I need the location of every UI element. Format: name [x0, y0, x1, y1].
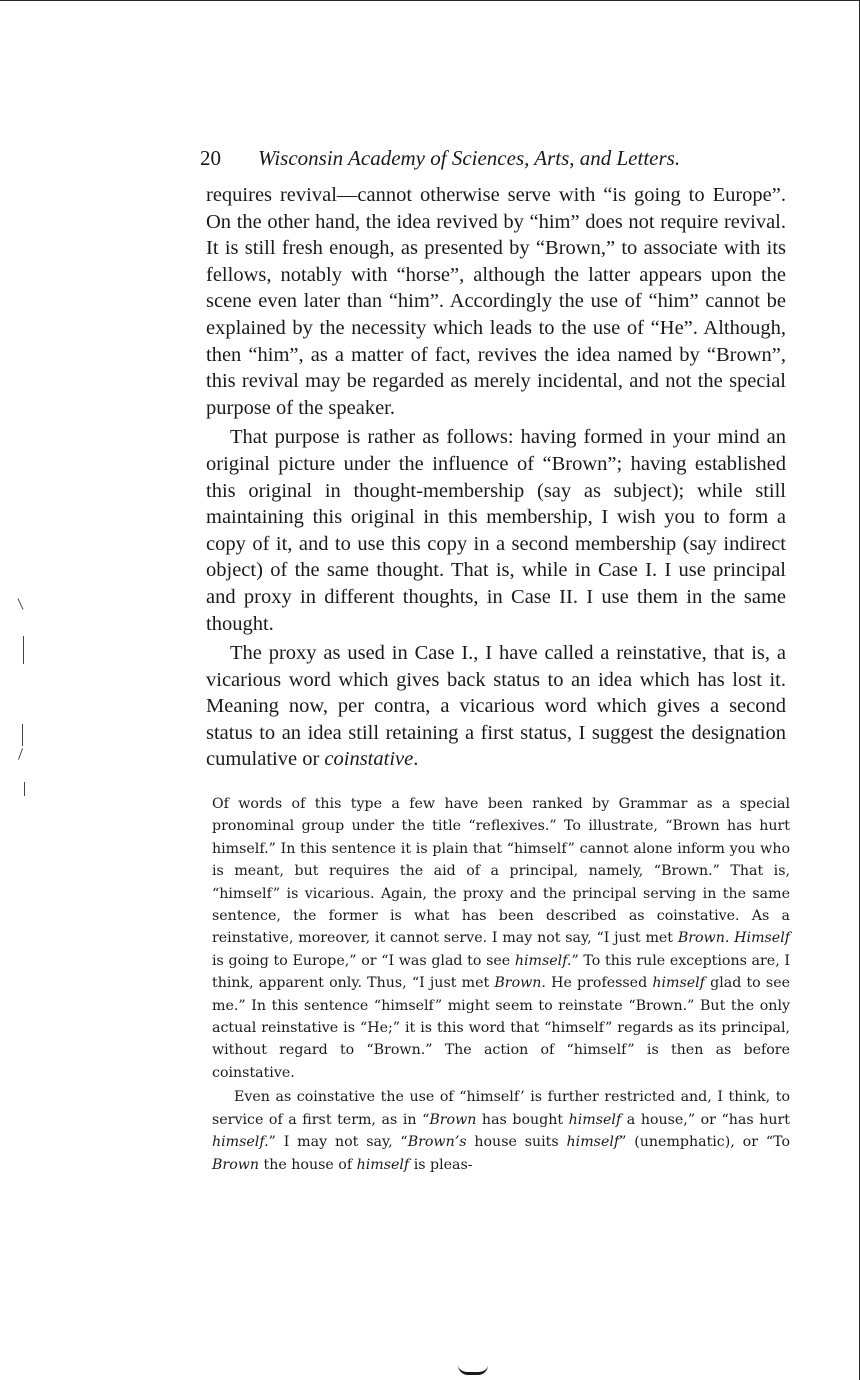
italic-term: himself [652, 975, 705, 992]
italic-term: Brown’s [407, 1134, 467, 1151]
text-run: . [413, 748, 419, 771]
italic-term: Brown [212, 1156, 260, 1173]
text-run: Even as coinstative the use of “himself’ is further restricted and, I think, to service of a first term, as in “ [212, 1089, 790, 1128]
text-run: ” (unemphatic), or “To [619, 1134, 790, 1151]
body-paragraph [206, 640, 786, 773]
margin-mark [18, 598, 24, 609]
note-paragraph [212, 793, 790, 1084]
margin-mark [22, 724, 23, 746]
page-border-top [0, 0, 860, 1]
text-run: He professed [545, 975, 653, 992]
italic-term: Brown. Himself [677, 930, 790, 947]
body-paragraph: requires revival—cannot otherwise serve with “is going to Europe”. On the other hand, the idea revived by “him” does not require revival. It is still fresh enough, as presented by “Brown,” to associate with its fellows, notably with “horse”, although the latter appears upon the scene even later than “him”. Accordingly the use of “him” cannot be explained by the necessity which leads to the use of “He”. Although, then “him”, as a matter of fact, revives the idea named by “Brown”, this revival may be regarded as merely incidental, and not the special purpose of the speaker. [206, 184, 786, 419]
running-title: Wisconsin Academy of Sciences, Arts, and Letters. [258, 146, 681, 170]
italic-term: himself [566, 1134, 620, 1151]
italic-term: coinstative [324, 748, 414, 771]
text-run: the house of [259, 1156, 357, 1173]
main-text [206, 182, 786, 773]
text-run: Of words of this type a few have been ranked by Grammar as a special pronominal group under the title “reflexives.” To illustrate, “Brown has hurt himself.” In this sentence it is plain that “himself” cannot alone inform you who is meant, but requires the aid of a principal, namely, “Brown.” That is, “himself” is vicarious. Again, the proxy and the principal serving in the same sentence, the former is what has been described as coinstative. As a reinstative, moreover, it cannot serve. I may not say, “I just met [212, 796, 790, 947]
page-number: 20 [200, 146, 221, 170]
text-run: ” I may not say, “ [268, 1134, 408, 1151]
body-paragraph: That purpose is rather as follows: having formed in your mind an original picture under the influence of “Brown”; having established this original in thought-membership (say as subject); while still maintaining this original in this membership, I wish you to form a copy of it, and to use this copy in a second membership (say indirect object) of the same thought. That is, while in Case I. I use principal and proxy in different thoughts, in Case II. I use them in the same thought. [206, 426, 786, 635]
text-run: is pleas- [409, 1156, 473, 1173]
note-paragraph [212, 1086, 790, 1176]
text-run: has bought [476, 1111, 569, 1128]
text-run: The proxy as used in Case I., I have called a reinstative, that is, a vicarious word which gives back status to an idea which has lost it. Meaning now, per contra, a vicarious word which gives a second status to an idea still retaining a first status, I suggest the designation cumulative or [206, 642, 786, 771]
page-bottom-mark [458, 1364, 488, 1375]
italic-term: Brown. [494, 975, 546, 992]
margin-mark [23, 636, 24, 664]
text-run: is going to Europe,” or “I was glad to see [212, 952, 515, 969]
text-run: house suits [466, 1134, 567, 1151]
italic-term: Brown [429, 1111, 477, 1128]
margin-mark [18, 748, 23, 760]
italic-term: himself. [514, 952, 572, 969]
italic-term: himself [356, 1156, 410, 1173]
text-run: ” To this rule exceptions are, I think, apparent only. Thus, “I just met [212, 952, 790, 992]
italic-term: himself [568, 1111, 622, 1128]
text-run: a house,” or “has hurt [621, 1111, 790, 1128]
italic-term: himself. [212, 1134, 269, 1151]
small-print-section [212, 793, 790, 1176]
running-header [200, 142, 780, 174]
text-run: glad to see me.” In this sentence “himself” might seem to reinstate “Brown.” But the only actual reinstative is “He;” it is this word that “himself” regards as its principal, without regard to “Brown.” The action of “himself” is then as before coinstative. [212, 975, 790, 1081]
margin-mark [24, 782, 25, 796]
